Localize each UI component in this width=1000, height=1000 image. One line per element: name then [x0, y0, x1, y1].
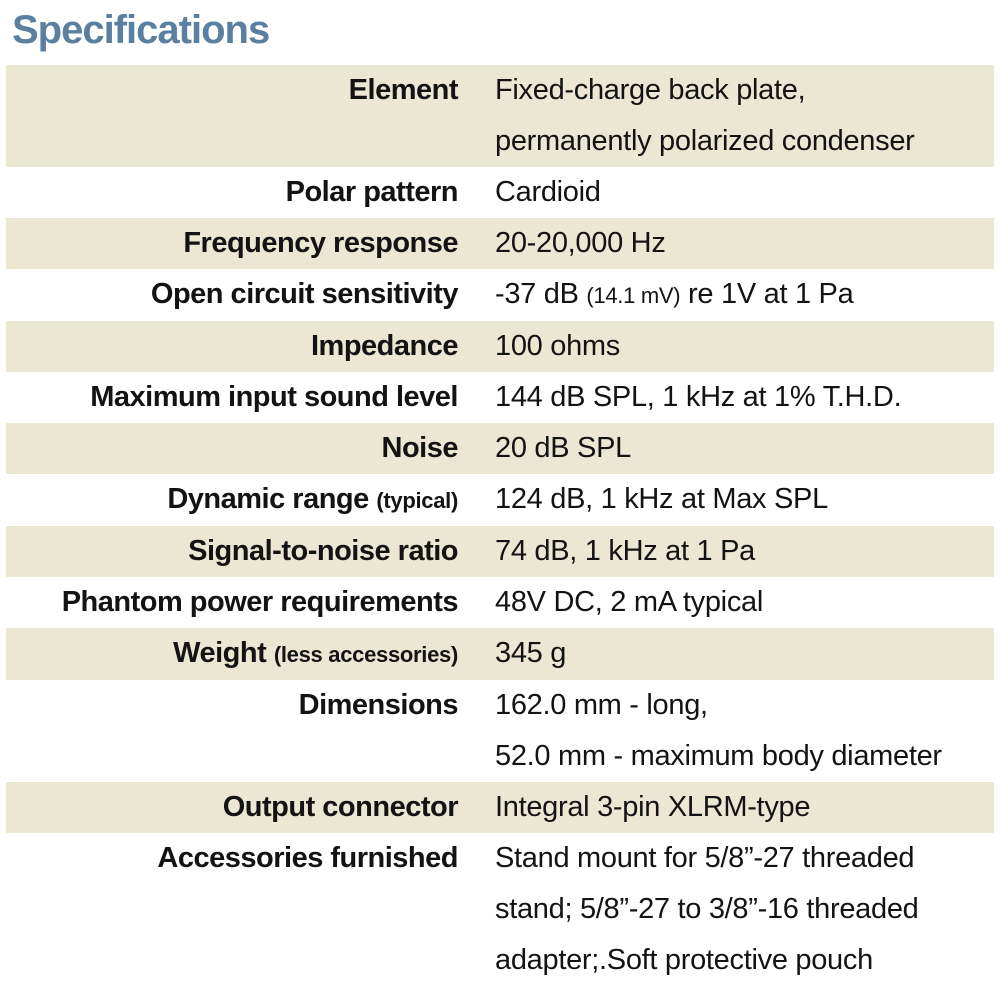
- spec-value-line: -37 dB (14.1 mV) re 1V at 1 Pa: [495, 278, 854, 310]
- spec-value: [458, 65, 994, 167]
- spec-value: [458, 833, 994, 986]
- spec-value: [458, 628, 994, 679]
- spec-label: Signal-to-noise ratio: [188, 535, 458, 567]
- spec-label: Dynamic range (typical): [167, 483, 458, 515]
- spec-label: Polar pattern: [285, 176, 458, 208]
- spec-table: [6, 65, 994, 986]
- spec-label: Accessories furnished: [157, 842, 458, 874]
- spec-row: [6, 577, 994, 628]
- spec-label: Open circuit sensitivity: [150, 278, 458, 310]
- spec-value: [458, 321, 994, 372]
- spec-value-line: 162.0 mm - long,: [495, 689, 708, 721]
- spec-value-line: Fixed-charge back plate,: [495, 74, 806, 106]
- spec-value: [458, 577, 994, 628]
- spec-label: Output connector: [222, 791, 458, 823]
- spec-value: [458, 680, 994, 782]
- spec-label: Noise: [381, 432, 458, 464]
- spec-row: [6, 833, 994, 986]
- spec-value: [458, 372, 994, 423]
- spec-label-note: (typical): [376, 488, 458, 513]
- spec-row: [6, 526, 994, 577]
- spec-row: [6, 628, 994, 680]
- spec-row: [6, 372, 994, 423]
- spec-row: [6, 680, 994, 782]
- spec-value-line: permanently polarized condenser: [495, 125, 915, 157]
- spec-value-line: 345 g: [495, 637, 567, 669]
- spec-label: Impedance: [311, 330, 458, 362]
- spec-value-note: (14.1 mV): [586, 283, 681, 308]
- spec-row: [6, 321, 994, 372]
- spec-label: Dimensions: [298, 689, 458, 721]
- spec-label: Maximum input sound level: [90, 381, 458, 413]
- spec-value-line: 74 dB, 1 kHz at 1 Pa: [495, 535, 755, 567]
- spec-value-line: adapter;.Soft protective pouch: [495, 944, 873, 976]
- spec-row: [6, 423, 994, 474]
- spec-value: [458, 474, 994, 525]
- spec-value-line: 20-20,000 Hz: [495, 227, 666, 259]
- spec-label: Frequency response: [183, 227, 458, 259]
- spec-value-line: 144 dB SPL, 1 kHz at 1% T.H.D.: [495, 381, 902, 413]
- spec-value-line: Integral 3-pin XLRM-type: [495, 791, 811, 823]
- spec-label: Element: [348, 74, 458, 106]
- spec-value-line: Stand mount for 5/8”-27 threaded: [495, 842, 915, 874]
- spec-value-line: 124 dB, 1 kHz at Max SPL: [495, 483, 828, 515]
- spec-value-line: 20 dB SPL: [495, 432, 631, 464]
- spec-label: Weight (less accessories): [173, 637, 458, 669]
- spec-label: Phantom power requirements: [61, 586, 458, 618]
- spec-value-line: 52.0 mm - maximum body diameter: [495, 740, 942, 772]
- spec-value-line: stand; 5/8”-27 to 3/8”-16 threaded: [495, 893, 919, 925]
- spec-value: [458, 423, 994, 474]
- spec-value: [458, 269, 994, 321]
- spec-row: [6, 218, 994, 269]
- spec-row: [6, 167, 994, 218]
- spec-value: [458, 167, 994, 218]
- spec-value: [458, 218, 994, 269]
- spec-value-line: 100 ohms: [495, 330, 620, 362]
- page-title: Specifications: [12, 8, 270, 52]
- spec-value-line: 48V DC, 2 mA typical: [495, 586, 763, 618]
- spec-label-note: (less accessories): [273, 642, 458, 667]
- spec-value-line: Cardioid: [495, 176, 601, 208]
- spec-value: [458, 526, 994, 577]
- spec-row: [6, 474, 994, 526]
- spec-row: [6, 65, 994, 167]
- spec-row: [6, 269, 994, 321]
- spec-value: [458, 782, 994, 833]
- spec-row: [6, 782, 994, 833]
